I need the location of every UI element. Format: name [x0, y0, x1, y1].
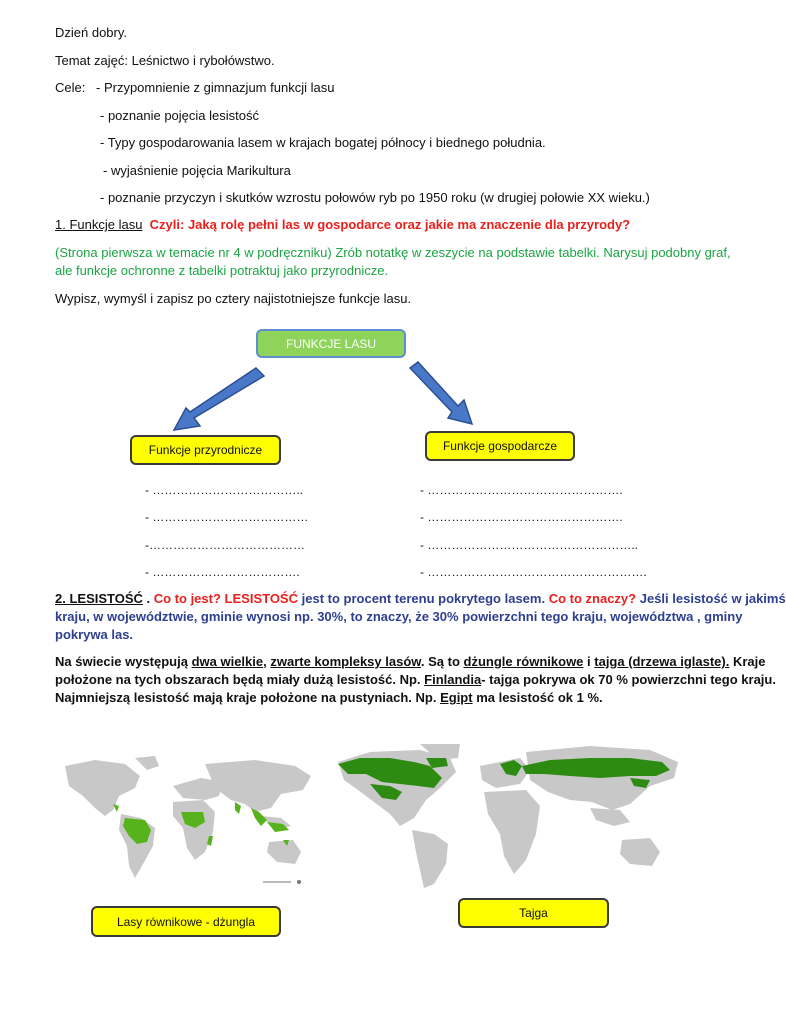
rainforest-label: Lasy równikowe - dżungla	[91, 906, 281, 937]
taiga-label: Tajga	[458, 898, 609, 928]
topic-label: Temat zajęć:	[55, 53, 128, 68]
text-run: Finlandia	[424, 672, 482, 687]
text-run: dżungle równikowe	[463, 654, 584, 669]
goal-item: - Przypomnienie z gimnazjum funkcji lasu	[96, 80, 335, 95]
text-run: i	[583, 654, 595, 669]
text-run: ma lesistość ok 1 %.	[472, 690, 603, 705]
section2-line1: 2. LESISTOŚĆ . Co to jest? LESISTOŚĆ jest to procent terenu pokrytego lasem. Co to znaczy? Jeśli lesistość w jakimś	[55, 591, 786, 606]
section2-q1: Co to jest?	[153, 591, 221, 606]
section1-instruction: Wypisz, wymyśl i zapisz po cztery najistotniejsze funkcje lasu.	[55, 291, 412, 306]
rainforest-map	[55, 756, 319, 888]
section1-note-line2: ale funkcje ochronne z tabelki potraktuj jako przyrodnicze.	[55, 263, 389, 278]
diagram-left-box: Funkcje przyrodnicze	[130, 435, 281, 465]
diagram-right-box: Funkcje gospodarcze	[425, 431, 575, 461]
section1-note-line1: (Strona pierwsza w temacie nr 4 w podręczniku) Zrób notatkę w zeszycie na podstawie tabelki. Narysuj podobny graf,	[55, 245, 731, 260]
text-run: tajga (drzewa iglaste).	[594, 654, 730, 669]
section1-heading: 1. Funkcje lasu	[55, 217, 143, 232]
diagram-root-box: FUNKCJE LASU	[256, 329, 406, 358]
section2-q2: Co to znaczy?	[548, 591, 637, 606]
text-run: . Są to	[420, 654, 464, 669]
taiga-map	[330, 744, 682, 888]
text-run: ,	[263, 654, 271, 669]
greeting: Dzień dobry.	[55, 25, 128, 40]
section2-expl1: Jeśli lesistość w jakimś	[639, 591, 786, 606]
left-blank-line: -…………………………………	[145, 538, 305, 552]
goal-item: - Typy gospodarowania lasem w krajach bogatej północy i biednego południa.	[100, 135, 546, 150]
text-run: zwarte kompleksy lasów	[270, 654, 421, 669]
right-blank-line: - ………………………………………….	[420, 483, 623, 497]
section2-term: LESISTOŚĆ	[224, 591, 298, 606]
section1-question: Czyli: Jaką rolę pełni las w gospodarce oraz jakie ma znaczenie dla przyrody?	[149, 217, 631, 232]
text-run: Na świecie występują	[55, 654, 192, 669]
section2-line3: pokrywa las.	[55, 627, 134, 642]
right-blank-line: - ……………………………………………….	[420, 565, 647, 579]
left-blank-line: - ………………………………..	[145, 483, 303, 497]
section2-para-line2	[55, 671, 776, 689]
arrow-right-icon	[410, 362, 472, 424]
section1-heading-line	[55, 216, 630, 234]
goals-label: Cele:	[55, 80, 86, 95]
text-run: - tajga pokrywa ok 70 % powierzchni tego kraju.	[481, 672, 776, 687]
text-run: Egipt	[440, 690, 473, 705]
goal-item: - poznanie pojęcia lesistość	[100, 108, 259, 123]
section2-heading: 2. LESISTOŚĆ	[55, 591, 143, 606]
topic-line	[55, 52, 275, 70]
section2-line2: kraju, w województwie, gminie wynosi np. 30%, to znaczy, że 30% powierzchni tego kraju, województwa , gminy	[55, 609, 743, 624]
text-run: Najmniejszą lesistość mają kraje położone na pustyniach. Np.	[55, 690, 441, 705]
text-run: Kraje	[729, 654, 766, 669]
right-blank-line: - ………………………………………….	[420, 510, 623, 524]
left-blank-line: - ……………………………….	[145, 565, 300, 579]
right-blank-line: - ……………………………………………..	[420, 538, 638, 552]
topic-text: Leśnictwo i rybołówstwo.	[127, 53, 275, 68]
text-run: dwa wielkie	[191, 654, 264, 669]
left-blank-line: - …………………………………	[145, 510, 309, 524]
section2-para-line3	[55, 689, 603, 707]
goal-item: - poznanie przyczyn i skutków wzrostu połowów ryb po 1950 roku (w drugiej połowie XX wieku.)	[100, 190, 650, 205]
section2-def: jest to procent terenu pokrytego lasem.	[301, 591, 546, 606]
goal-item: - wyjaśnienie pojęcia Marikultura	[103, 163, 291, 178]
text-run: położone na tych obszarach będą miały dużą lesistość. Np.	[55, 672, 425, 687]
diagram-arrows	[160, 360, 500, 440]
north-marker-icon	[297, 880, 301, 884]
section2-para-line1	[55, 653, 766, 671]
arrow-left-icon	[174, 368, 264, 430]
